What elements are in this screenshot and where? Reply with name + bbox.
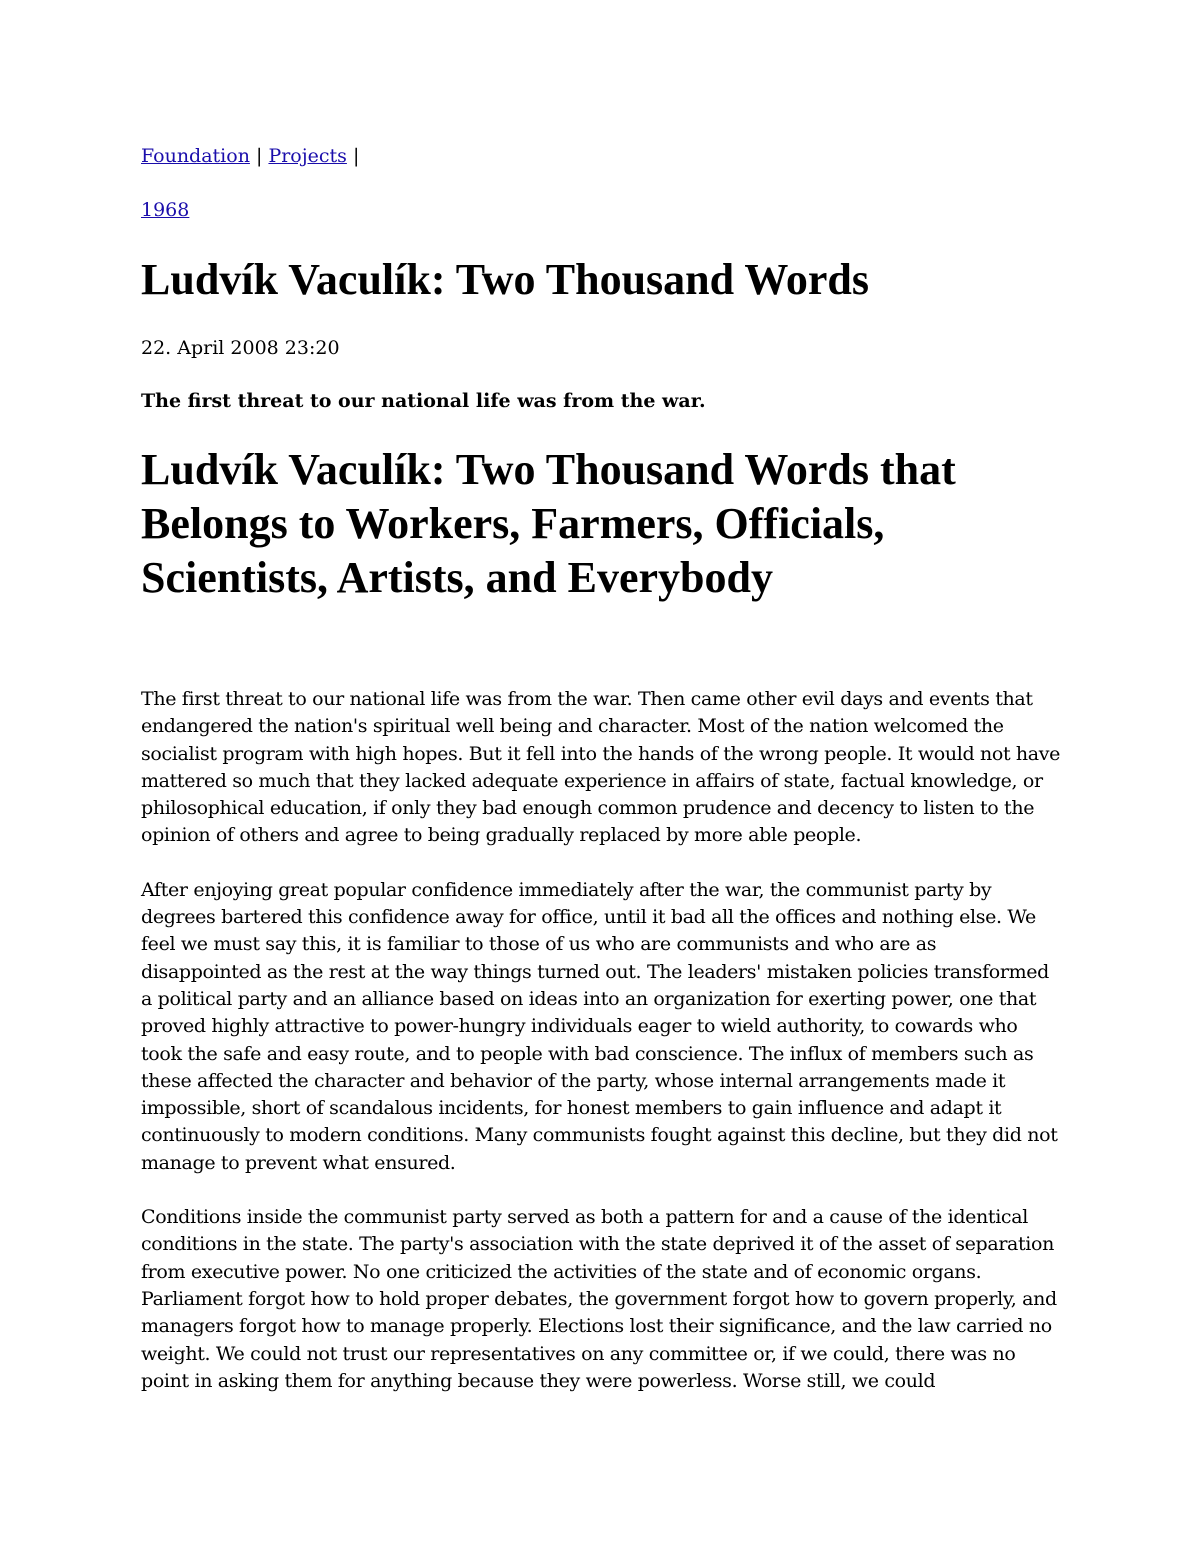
article-body [141,686,1061,1422]
breadcrumb [141,197,189,224]
nav-link-foundation[interactable]: Foundation [141,145,250,167]
nav-link-projects[interactable]: Projects [268,145,347,167]
article-paragraph: Conditions inside the communist party served as both a pattern for and a cause of the identical conditions in the state. The party's association with the state deprived it of the asset of separation from executive power. No one criticized the activities of the state and of economic organs. Parliament forgot how to hold proper debates, the government forgot how to govern properly, and managers forgot how to manage properly. Elections lost their significance, and the law carried no weight. We could not trust our representatives on any committee or, if we could, there was no point in asking them for anything because they were powerless. Worse still, we could [141,1206,1057,1392]
article-lead: The first threat to our national life was from the war. [141,390,706,412]
article-paragraph: After enjoying great popular confidence immediately after the war, the communist party by degrees bartered this confidence away for office, until it bad all the offices and nothing else. We feel we must say this, it is familiar to those of us who are communists and who are as disappointed as the rest at the way things turned out. The leaders' mistaken policies transformed a political party and an alliance based on ideas into an organization for exerting power, one that proved highly attractive to power-hungry individuals eager to wield authority, to cowards who took the safe and easy route, and to people with bad conscience. The influx of members such as these affected the character and behavior of the party, whose internal arrangements made it impossible, short of scandalous incidents, for honest members to gain influence and adapt it continuously to modern conditions. Many communists fought against this decline, but they did not manage to prevent what ensured. [141,878,1058,1174]
top-nav [141,143,359,170]
nav-separator: | [352,145,360,167]
nav-separator: | [255,145,263,167]
breadcrumb-link-1968[interactable]: 1968 [141,199,190,221]
publish-date: 22. April 2008 23:20 [141,337,340,359]
article-paragraph: The first threat to our national life was from the war. Then came other evil days and events that endangered the nation's spiritual well being and character. Most of the nation welcomed the socialist program with high hopes. But it fell into the hands of the wrong people. It would not have mattered so much that they lacked adequate experience in affairs of state, factual knowledge, or philosophical education, if only they bad enough common prudence and decency to listen to the opinion of others and agree to being gradually replaced by more able people. [141,688,1061,847]
article-heading: Ludvík Vaculík: Two Thousand Words that Belongs to Workers, Farmers, Officials, Scientists, Artists, and Everybody [141,445,956,602]
page-title: Ludvík Vaculík: Two Thousand Words [141,255,870,304]
